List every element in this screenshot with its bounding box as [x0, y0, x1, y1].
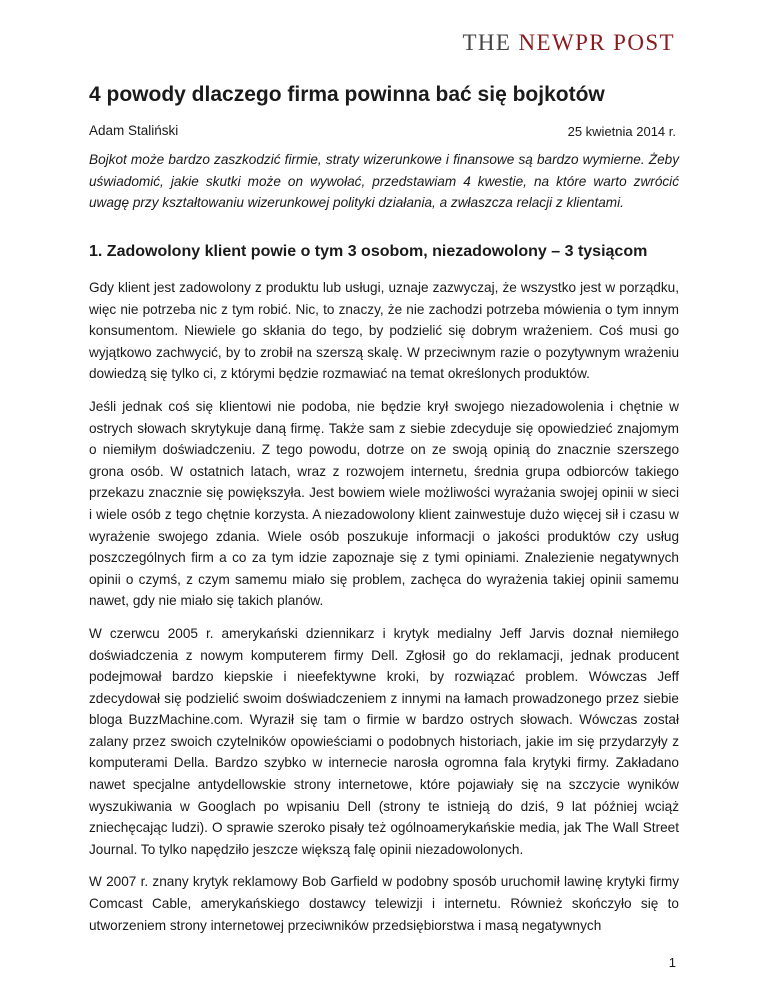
masthead-brand: NEWPR POST — [518, 30, 675, 55]
article-date: 25 kwietnia 2014 r. — [567, 124, 676, 139]
body-paragraph: W czerwcu 2005 r. amerykański dziennikarz i krytyk medialny Jeff Jarvis doznał niemiłego doświadczenia z nowym komputerem firmy Dell. Zgłosił go do reklamacji, jednak producent podejmował bardzo kiepskie i nieefektywne kroki, by rozwiązać problem. Wówczas Jeff zdecydował się podzielić swoim doświadczeniem z innymi na łamach prowadzonego przez siebie bloga BuzzMachine.com. Wyraził się tam o firmie w bardzo ostrych słowach. Wówczas został zalany przez swoich czytelników opowieściami o podobnych historiach, jakie im się przydarzyły z komputerami Della. Bardzo szybko w internecie narosła ogromna fala krytyki firmy. Zakładano nawet specjalne antydellowskie strony internetowe, które pojawiały się na szczycie wyników wyszukiwania w Googlach po wpisaniu Dell (strony te istnieją do dziś, 9 lat później wciąż zniechęcając ludzi). O sprawie szeroko pisały też ogólnoamerykańskie media, jak The Wall Street Journal. To tylko napędziło jeszcze większą falę opinii niezadowolonych. — [89, 625, 679, 857]
body-paragraph: Gdy klient jest zadowolony z produktu lub usługi, uznaje zazwyczaj, że wszystko jest w porządku, więc nie potrzeba nic z tym robić. Nic, to znaczy, że nie zachodzi potrzeba mówienia o tym innym konsumentom. Niewiele go skłania do tego, by podzielić się dobrym wrażeniem. Coś musi go wyjątkowo zachwycić, by to zrobił na szerszą skalę. W przeciwnym razie o pozytywnym wrażeniu dowiedzą się tylko ci, z którymi będzie rozmawiać na temat określonych produktów. — [89, 280, 679, 382]
article-title: 4 powody dlaczego firma powinna bać się bojkotów — [89, 83, 605, 106]
body-paragraph: W 2007 r. znany krytyk reklamowy Bob Garfield w podobny sposób uruchomił lawinę krytyki firmy Comcast Cable, amerykańskiego dostawcy telewizji i internetu. Również skończyło się to utworzeniem strony internetowej przeciwników przedsiębiorstwa i masą negatywnych — [89, 874, 679, 933]
masthead-prefix: THE — [462, 30, 519, 55]
masthead-logo — [462, 30, 675, 56]
section-heading: 1. Zadowolony klient powie o tym 3 osobom, niezadowolony – 3 tysiącom — [89, 243, 648, 260]
article-body — [89, 277, 679, 947]
article-author: Adam Staliński — [89, 123, 179, 138]
page-number: 1 — [668, 955, 676, 970]
body-paragraph: Jeśli jednak coś się klientowi nie podoba, nie będzie krył swojego niezadowolenia i chętnie w ostrych słowach skrytykuje daną firmę. Także sam z siebie zdecyduje się opowiedzieć znajomym o niemiłym doświadczeniu. Z tego powodu, dotrze on ze swoją opinią do znacznie szerszego grona osób. W ostatnich latach, wraz z rozwojem internetu, średnia grupa odbiorców takiego przekazu znacznie się powiększyła. Jest bowiem wiele możliwości wyrażania swojej opinii w sieci i wiele osób z tego chętnie korzysta. A niezadowolony klient zainwestuje dużo więcej sił i czasu w wyrażenie swojego zdania. Wiele osób poszukuje informacji o jakości produktów czy usług poszczególnych firm a co za tym idzie zapoznaje się z tymi opiniami. Znalezienie negatywnych opinii o czymś, z czym samemu miało się problem, zachęca do wyrażenia takiej opinii samemu nawet, gdy nie miało się takich planów. — [89, 398, 679, 609]
article-lead: Bojkot może bardzo zaszkodzić firmie, straty wizerunkowe i finansowe są bardzo wymierne. Żeby uświadomić, jakie skutki może on wywołać, przedstawiam 4 kwestie, na które warto zwrócić uwagę przy kształtowaniu wizerunkowej polityki działania, a zwłaszcza relacji z klientami. — [89, 152, 679, 211]
